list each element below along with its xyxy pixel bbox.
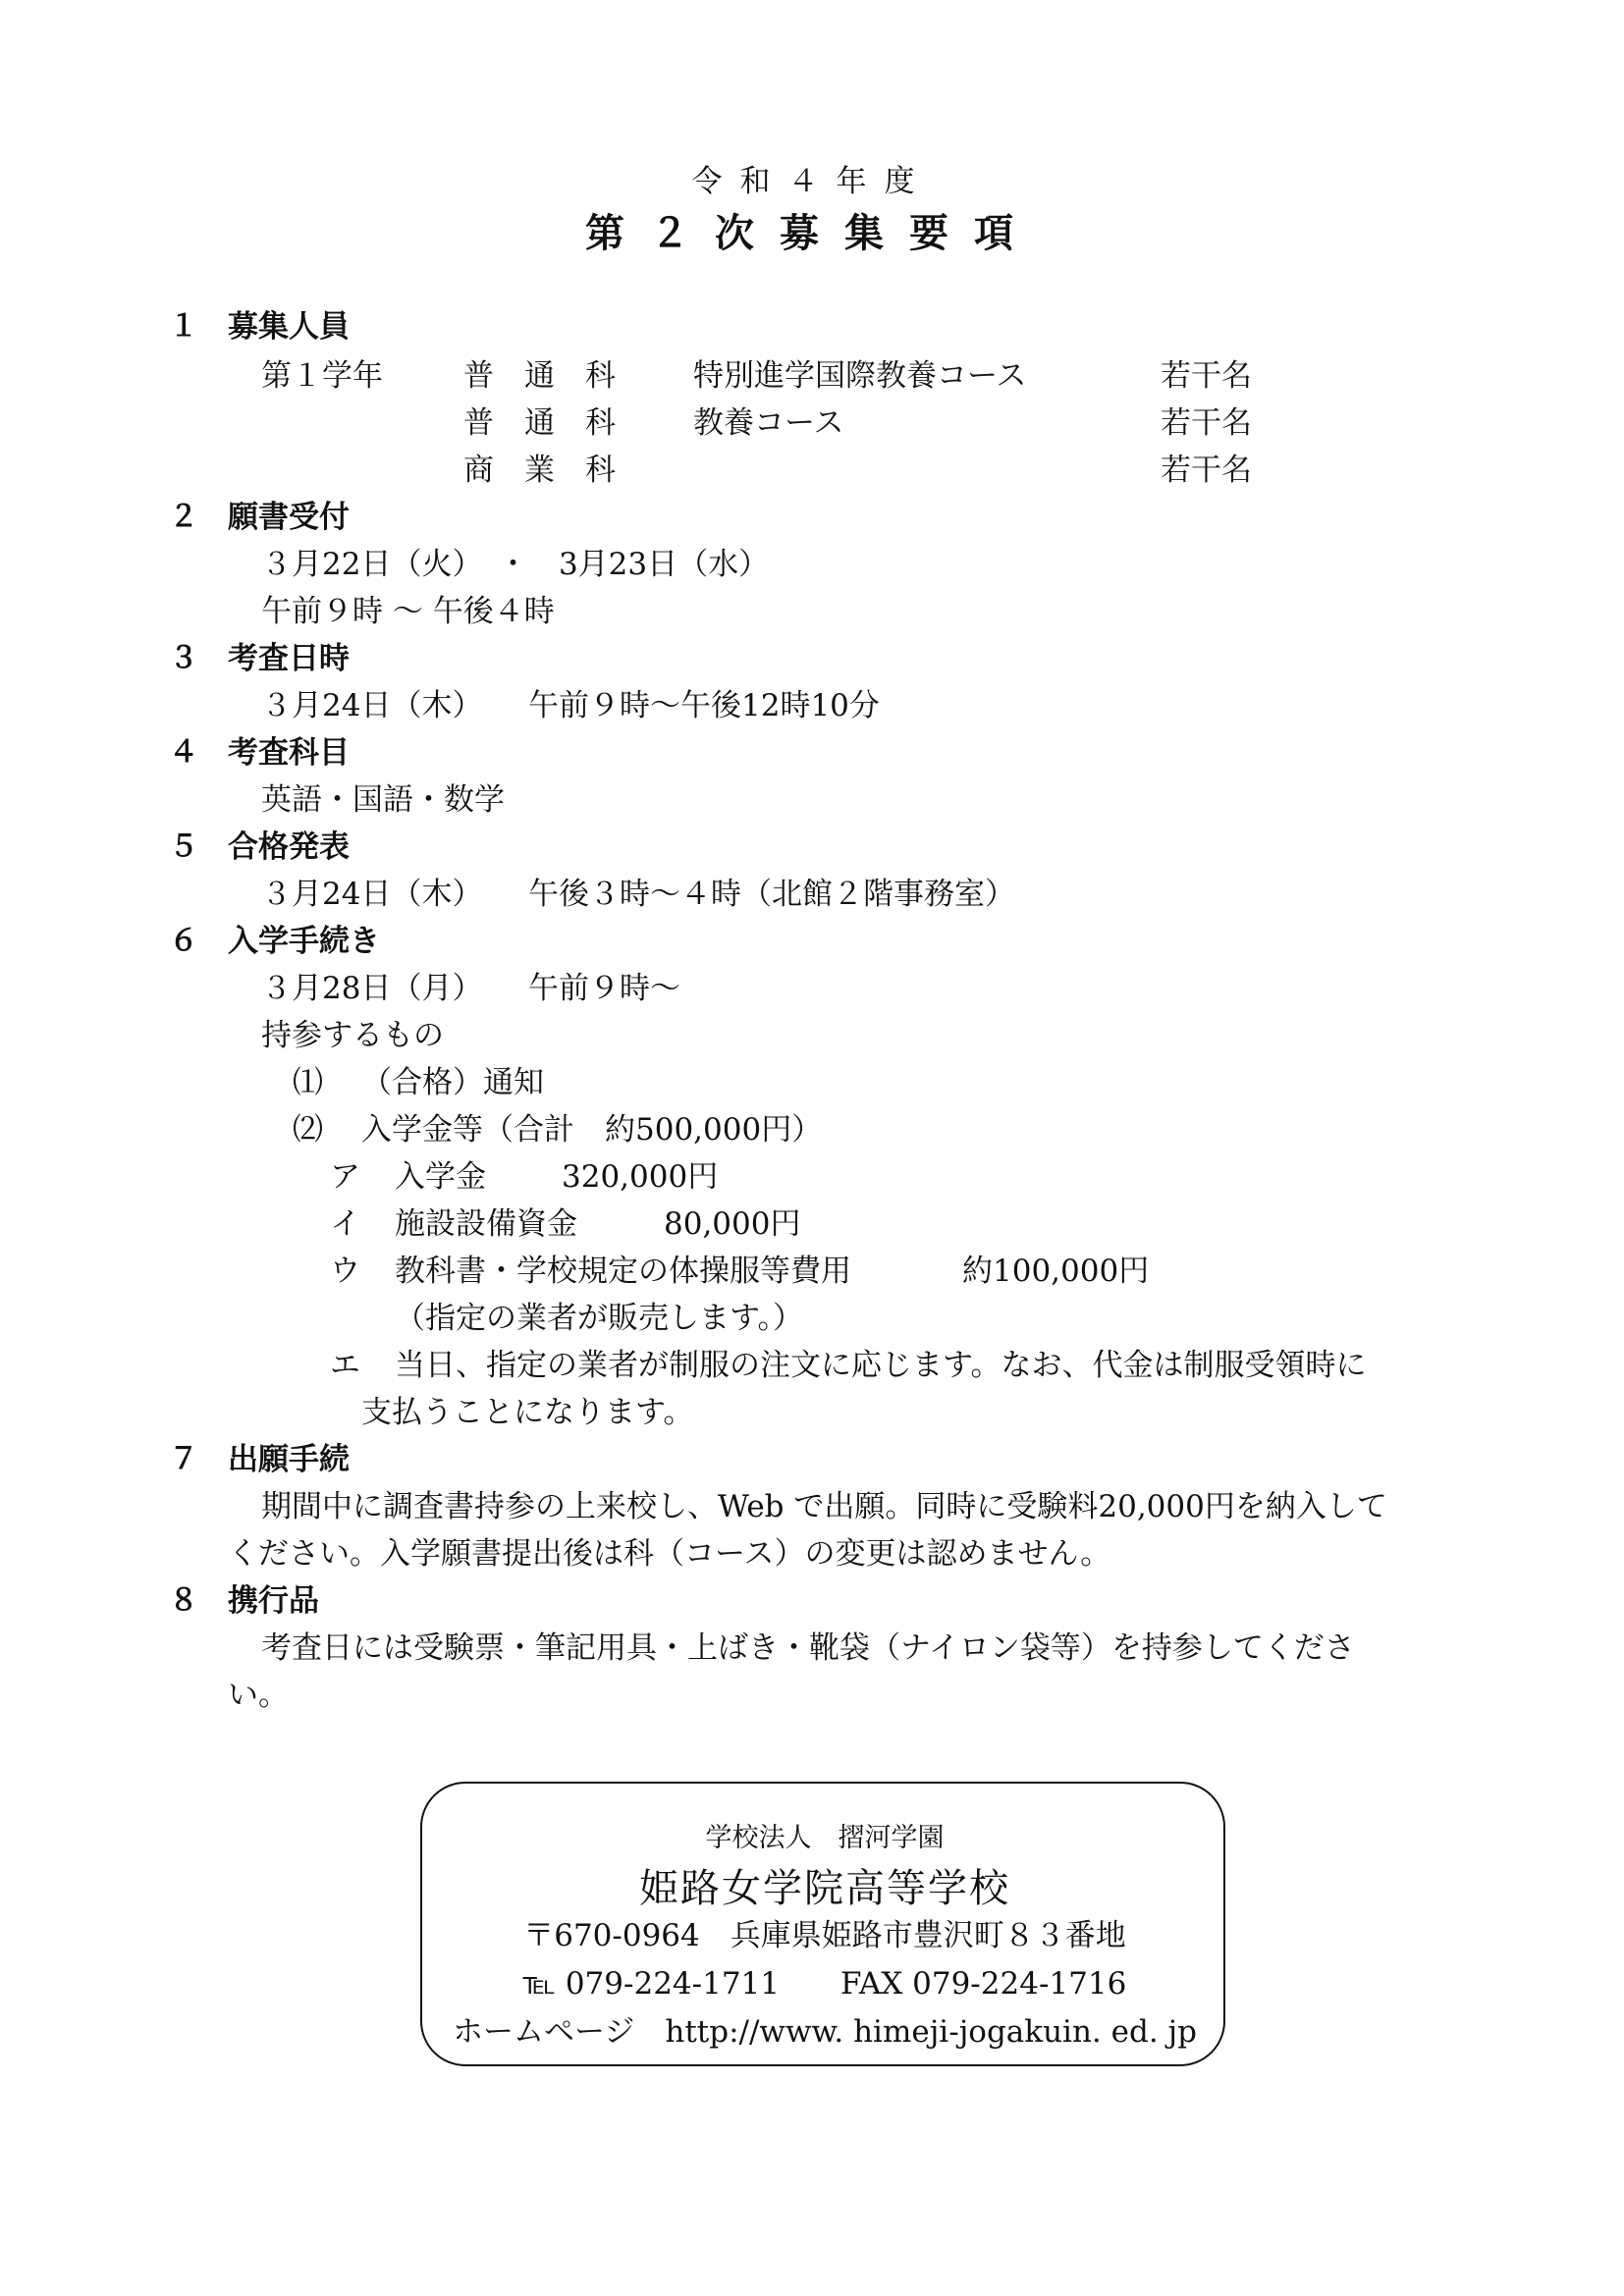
fee-amount: 80,000円 (664, 1206, 801, 1242)
items-text-line: い。 (228, 1678, 289, 1713)
fee-amount: 320,000円 (562, 1159, 719, 1195)
section-heading: 携行品 (228, 1583, 319, 1619)
enrollment-date: ３月28日（月） (261, 971, 483, 1006)
section-heading: 募集人員 (228, 309, 350, 345)
school-website[interactable]: ホームページ http://www. himeji-jogakuin. ed. jp (453, 2014, 1197, 2050)
exam-time: 午前９時～午後12時10分 (528, 688, 880, 723)
section-number: ４ (169, 735, 198, 770)
school-name: 姫路女学院高等学校 (639, 1866, 1010, 1911)
items-text-line: 考査日には受験票・筆記用具・上ばき・靴袋（ナイロン袋等）を持参してくださ (261, 1630, 1355, 1666)
course: 特別進学国際教養コース (693, 358, 1027, 394)
announcement-detail: 午後３時～４時（北館２階事務室） (528, 877, 1015, 912)
section-heading: 入学手続き (228, 924, 380, 959)
item-marker: ⑵ (293, 1112, 323, 1148)
section-heading: 出願手続 (228, 1442, 350, 1477)
department: 普 通 科 (463, 405, 616, 441)
procedure-text-line: 期間中に調査書持参の上来校し、Web で出願。同時に受験料20,000円を納入して (261, 1489, 1387, 1524)
procedure-text-line: ください。入学願書提出後は科（コース）の変更は認めません。 (228, 1536, 1111, 1572)
fee-amount: 約100,000円 (962, 1254, 1150, 1289)
exam-subjects: 英語・国語・数学 (261, 782, 505, 818)
fee-note: （指定の業者が販売します。） (395, 1301, 804, 1336)
section-heading: 考査科目 (228, 735, 350, 771)
section-number: １ (169, 309, 198, 344)
subitem-marker: ア (330, 1159, 360, 1195)
section-number: ８ (169, 1583, 198, 1618)
section-number: ７ (169, 1442, 198, 1476)
uniform-note-line: 当日、指定の業者が制服の注文に応じます。なお、代金は制服受領時に (395, 1348, 1367, 1383)
fiscal-year: 令和４年度 (691, 164, 933, 199)
bring-items-label: 持参するもの (261, 1018, 444, 1053)
application-hours: 午前９時 ～ 午後４時 (261, 594, 555, 629)
school-corporation: 学校法人 摺河学園 (705, 1823, 945, 1853)
item-text: 入学金等（合計 約500,000円） (361, 1112, 823, 1148)
section-number: ２ (169, 500, 198, 534)
section-number: ３ (169, 641, 198, 675)
quota-count: 若干名 (1161, 453, 1252, 488)
fee-label: 施設設備資金 (395, 1206, 577, 1242)
item-text: （合格）通知 (361, 1065, 544, 1100)
section-number: ５ (169, 829, 198, 864)
course: 教養コース (693, 405, 844, 441)
subitem-marker: ウ (330, 1254, 360, 1289)
department: 普 通 科 (463, 358, 616, 394)
exam-date: ３月24日（木） (261, 688, 483, 723)
section-heading: 合格発表 (228, 829, 350, 865)
quota-count: 若干名 (1161, 358, 1252, 394)
uniform-note-line: 支払うことになります。 (361, 1395, 694, 1430)
section-number: ６ (169, 924, 198, 958)
enrollment-time: 午前９時～ (528, 971, 680, 1006)
item-marker: ⑴ (293, 1065, 323, 1100)
page-title: 第２次募集要項 (585, 211, 1039, 256)
fee-label: 教科書・学校規定の体操服等費用 (395, 1254, 851, 1289)
department: 商 業 科 (463, 453, 616, 488)
subitem-marker: エ (330, 1348, 360, 1383)
section-heading: 考査日時 (228, 641, 350, 676)
school-phone-fax: ℡ 079-224-1711 FAX 079-224-1716 (522, 1966, 1127, 2002)
section-heading: 願書受付 (228, 500, 350, 535)
announcement-date: ３月24日（木） (261, 877, 483, 912)
school-contact-box (420, 1782, 1225, 2066)
grade-label: 第１学年 (261, 358, 383, 394)
subitem-marker: イ (330, 1206, 360, 1242)
fee-label: 入学金 (395, 1159, 486, 1195)
application-dates: ３月22日（火） ・ 3月23日（水） (261, 547, 770, 582)
quota-count: 若干名 (1161, 405, 1252, 441)
school-address: 〒670-0964 兵庫県姫路市豊沢町８３番地 (523, 1918, 1126, 1953)
